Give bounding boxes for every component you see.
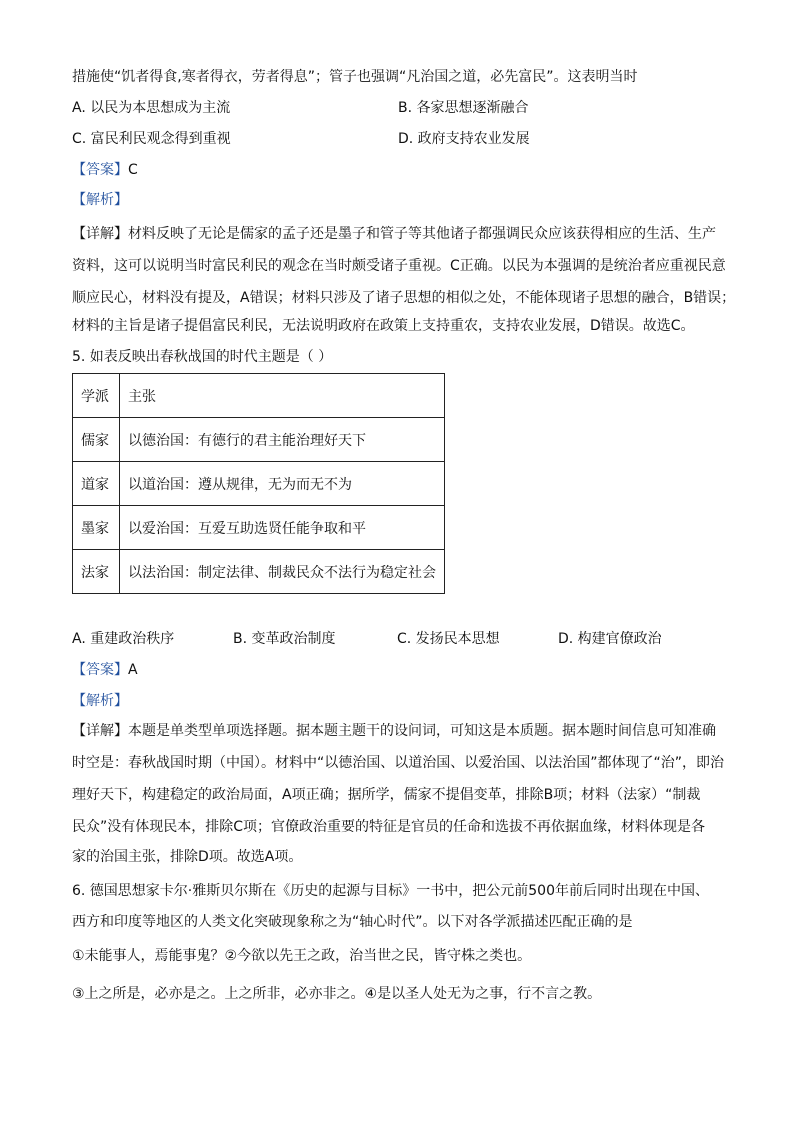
q5-detail-text-1: 本题是单类型单项选择题。据本题主题干的设问词，可知这是本质题。据本题时间信息可知准确	[128, 723, 716, 739]
q5-answer-value: A	[128, 662, 138, 678]
q5-detail-line-4: 民众”没有体现民本，排除C项；官僚政治重要的特征是官员的任命和选拔不再依据血缘，材料体现是各	[72, 819, 706, 835]
table-cell-school: 法家	[73, 550, 120, 594]
q5-option-c: C. 发扬民本思想	[397, 631, 500, 647]
table-cell-school: 儒家	[73, 418, 120, 462]
q6-line-4: ③上之所是，必亦是之。上之所非，必亦非之。④是以圣人处无为之事，行不言之教。	[72, 986, 602, 1002]
detail-tag: 【详解】	[72, 226, 128, 242]
table-cell-school: 道家	[73, 462, 120, 506]
q5-option-a: A. 重建政治秩序	[72, 631, 175, 647]
table-cell-claim: 以爱治国：互爱互助选贤任能争取和平	[120, 506, 445, 550]
q5-answer-line	[72, 660, 138, 680]
q4-detail-line-1	[72, 224, 716, 244]
table-row	[73, 550, 445, 594]
q4-detail-line-4: 材料的主旨是诸子提倡富民利民，无法说明政府在政策上支持重农，支持农业发展，D错误。故选C。	[72, 318, 695, 334]
q4-option-d: D. 政府支持农业发展	[398, 131, 530, 147]
analysis-tag: 【解析】	[72, 693, 128, 709]
q4-stem-tail: 措施使“饥者得食,寒者得衣，劳者得息”；管子也强调“凡治国之道，必先富民”。这表明当时	[72, 69, 638, 85]
table-header-row	[73, 374, 445, 418]
table-cell-school: 墨家	[73, 506, 120, 550]
q4-answer-value: C	[128, 162, 138, 178]
q5-stem: 5. 如表反映出春秋战国的时代主题是（ ）	[72, 349, 333, 365]
q4-detail-text-1: 材料反映了无论是儒家的孟子还是墨子和管子等其他诸子都强调民众应该获得相应的生活、生产	[128, 226, 716, 242]
analysis-tag: 【解析】	[72, 192, 128, 208]
table-cell-claim: 以道治国：遵从规律，无为而无不为	[120, 462, 445, 506]
q4-option-b: B. 各家思想逐渐融合	[398, 100, 529, 116]
q6-line-2: 西方和印度等地区的人类文化突破现象称之为“轴心时代”。以下对各学派描述匹配正确的是	[72, 914, 633, 930]
table-row	[73, 462, 445, 506]
q5-detail-line-5: 家的治国主张，排除D项。故选A项。	[72, 849, 303, 865]
q5-detail-line-3: 理好天下，构建稳定的政治局面，A项正确；据所学，儒家不提倡变革，排除B项；材料（法家）“制裁	[72, 787, 701, 803]
q4-option-c: C. 富民利民观念得到重视	[72, 131, 231, 147]
q5-analysis-tag	[72, 691, 128, 711]
answer-tag: 【答案】	[72, 162, 128, 178]
q5-detail-line-1	[72, 721, 716, 741]
q4-option-a: A. 以民为本思想成为主流	[72, 100, 231, 116]
q5-option-b: B. 变革政治制度	[233, 631, 336, 647]
q4-detail-line-3: 顺应民心，材料没有提及，A错误；材料只涉及了诸子思想的相似之处，不能体现诸子思想的融合，B错误；	[72, 290, 736, 306]
q4-answer-line	[72, 160, 138, 180]
table-header-cell: 主张	[120, 374, 445, 418]
answer-tag: 【答案】	[72, 662, 128, 678]
table-cell-claim: 以德治国：有德行的君主能治理好天下	[120, 418, 445, 462]
q6-line-1: 6. 德国思想家卡尔·雅斯贝尔斯在《历史的起源与目标》一书中，把公元前500年前后同时出现在中国、	[72, 883, 709, 899]
q6-line-3: ①未能事人，焉能事鬼？②今欲以先王之政，治当世之民，皆守株之类也。	[72, 948, 532, 964]
schools-table	[72, 373, 445, 594]
q4-analysis-tag	[72, 190, 128, 210]
q5-option-d: D. 构建官僚政治	[558, 631, 662, 647]
table-row	[73, 506, 445, 550]
table-row	[73, 418, 445, 462]
table-header-cell: 学派	[73, 374, 120, 418]
detail-tag: 【详解】	[72, 723, 128, 739]
table-cell-claim: 以法治国：制定法律、制裁民众不法行为稳定社会	[120, 550, 445, 594]
q5-detail-line-2: 时空是：春秋战国时期（中国）。材料中“以德治国、以道治国、以爱治国、以法治国”都体现了“治”，即治	[72, 755, 725, 771]
q4-detail-line-2: 资料，这可以说明当时富民利民的观念在当时颇受诸子重视。C正确。以民为本强调的是统治者应重视民意	[72, 258, 726, 274]
